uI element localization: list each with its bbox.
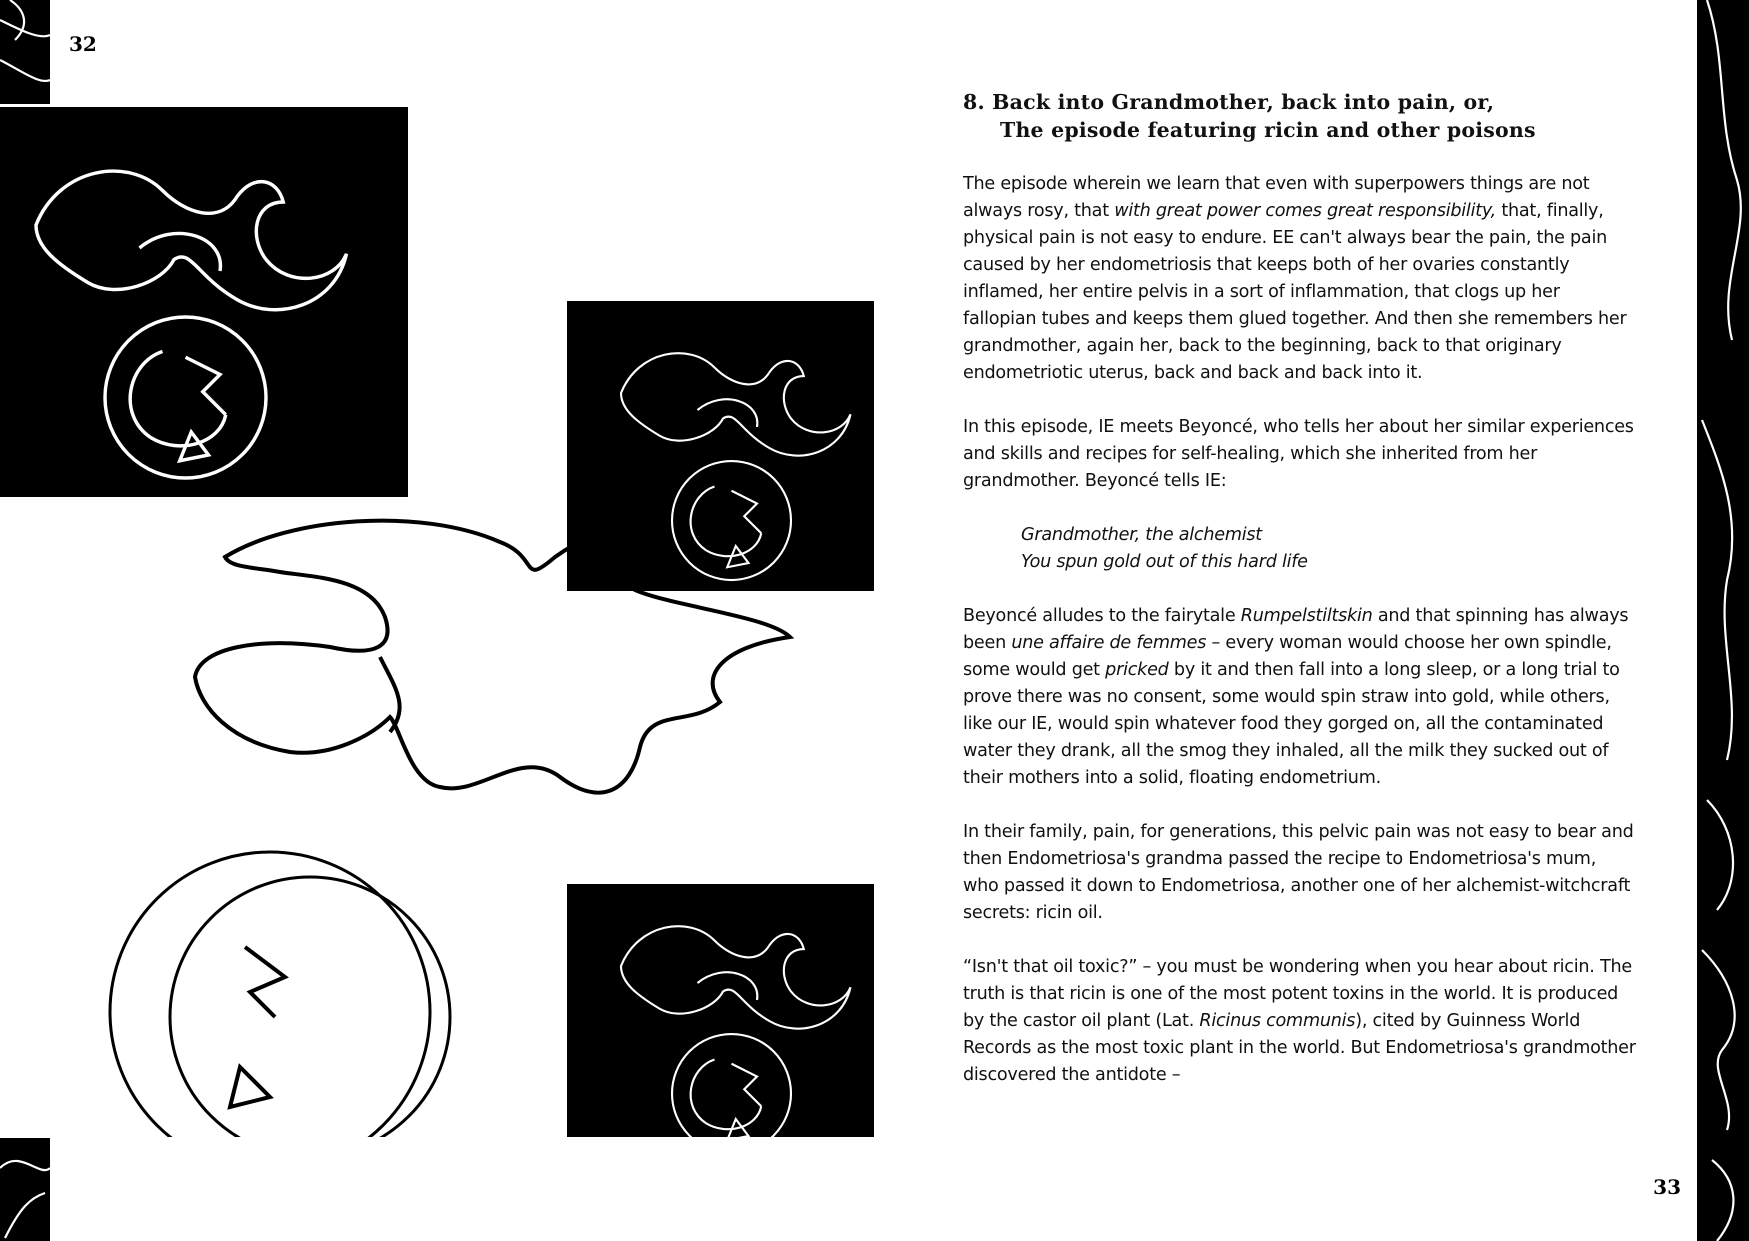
illustration-panel-bottom-right [567,884,874,1137]
chapter-heading-line-1: 8. Back into Grandmother, back into pain, or, [963,90,1495,114]
page-number-left: 32 [69,32,97,56]
left-edge-illustration-top [0,0,50,104]
quote-block [963,522,1636,576]
page-number-right: 33 [1653,1175,1681,1199]
paragraph-2: In this episode, IE meets Beyoncé, who tells her about her similar experiences and skills and recipes for self-healing, which she inherited from her grandmother. Beyoncé tells IE: [963,417,1634,491]
left-page [0,0,874,1241]
illustration-panel-mid-right [567,301,874,591]
quote-line-1: Grandmother, the alchemist [1021,525,1262,545]
chapter-heading [963,89,1663,144]
quote-line-2: You spun gold out of this hard life [1021,552,1308,572]
right-edge-illustration [1697,0,1749,1241]
body-text-column [963,171,1636,1089]
paragraph-5: “Isn't that oil toxic?” – you must be wondering when you hear about ricin. The truth is that ricin is one of the most potent toxins in the world. It is produced by the castor oil plant (Lat. Ricinus communis), cited by Guinness World Records as the most toxic plant in the world. But Endometriosa's grandmother discovered the antidote – [963,957,1636,1085]
illustration-panel-top-left [0,107,408,497]
chapter-heading-line-2: The episode featuring ricin and other poisons [1000,117,1536,142]
paragraph-1: The episode wherein we learn that even with superpowers things are not always rosy, that with great power comes great responsibility, that, finally, physical pain is not easy to endure. EE can't always bear the pain, the pain caused by her endometriosis that keeps both of her ovaries constantly inflamed, her entire pelvis in a sort of inflammation, that clogs up her fallopian tubes and keeps them glued together. And then she remembers her grandmother, again her, back to the beginning, back to that originary endometriotic uterus, back and back and back into it. [963,174,1627,383]
paragraph-4: In their family, pain, for generations, this pelvic pain was not easy to bear and then Endometriosa's grandma passed the recipe to Endometriosa's mum, who passed it down to Endometriosa, another one of her alchemist-witchcraft secrets: ricin oil. [963,822,1634,923]
paragraph-3: Beyoncé alludes to the fairytale Rumpelstiltskin and that spinning has always been une affaire de femmes – every woman would choose her own spindle, some would get pricked by it and then fall into a long sleep, or a long trial to prove there was no consent, some would spin straw into gold, while others, like our IE, would spin whatever food they gorged on, all the contaminated water they drank, all the smog they inhaled, all the milk they sucked out of their mothers into a solid, floating endometrium. [963,606,1629,788]
left-edge-illustration-bottom [0,1138,50,1241]
